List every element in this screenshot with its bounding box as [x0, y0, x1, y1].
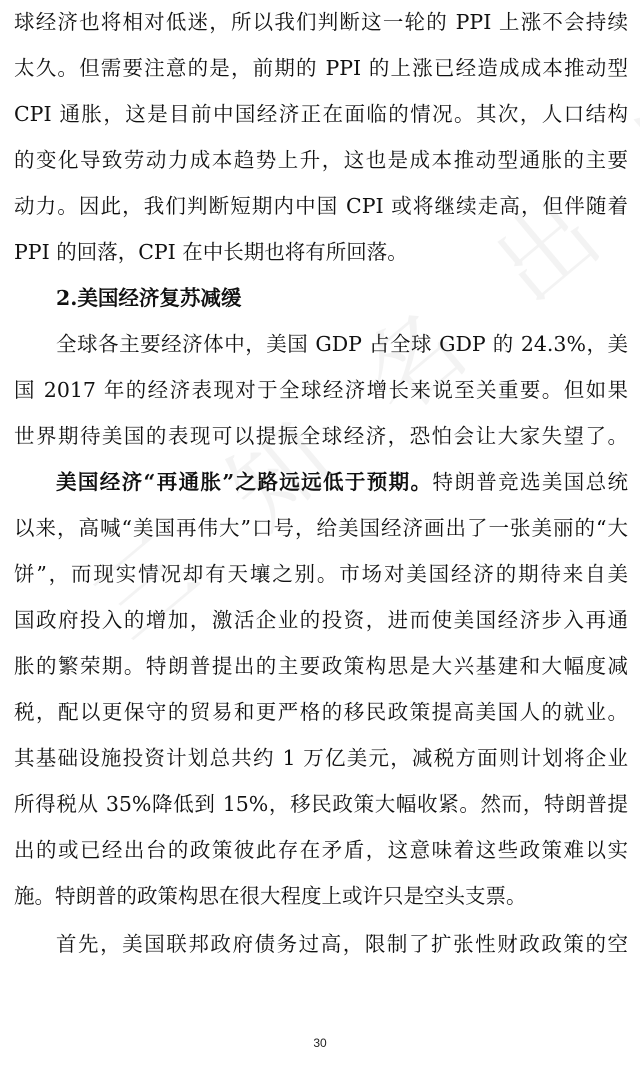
text-line: 球经济也将相对低迷，所以我们判断这一轮的 PPI 上涨不会持续 [14, 10, 628, 34]
text-line: 出的或已经出台的政策彼此存在矛盾，这意味着这些政策难以实 [14, 838, 628, 862]
text-line: 太久。但需要注意的是，前期的 PPI 的上涨已经造成成本推动型 [14, 56, 628, 80]
text-line: 世界期待美国的表现可以提振全球经济，恐怕会让大家失望了。 [14, 424, 628, 448]
text-line: 国政府投入的增加，激活企业的投资，进而使美国经济步入再通 [14, 608, 628, 632]
page-number: 30 [313, 1036, 327, 1050]
text-line: 税，配以更保守的贸易和更严格的移民政策提高美国人的就业。 [14, 700, 628, 724]
paragraph-first-line [56, 468, 628, 496]
bold-lead-sentence: 美国经济“再通胀”之路远远低于预期。 [56, 470, 433, 494]
text-line: 动力。因此，我们判断短期内中国 CPI 或将继续走高，但伴随着 [14, 194, 628, 218]
text-line: 所得税从 35%降低到 15%，移民政策大幅收紧。然而，特朗普提 [14, 792, 628, 816]
paragraph-first-line: 首先，美国联邦政府债务过高，限制了扩张性财政政策的空 [56, 932, 628, 956]
text-line: 饼”，而现实情况却有天壤之别。市场对美国经济的期待来自美 [14, 562, 628, 586]
text-line: 国 2017 年的经济表现对于全球经济增长来说至关重要。但如果 [14, 378, 628, 402]
text-line: CPI 通胀，这是目前中国经济正在面临的情况。其次，人口结构 [14, 102, 628, 126]
text-line: 其基础设施投资计划总共约 1 万亿美元，减税方面则计划将企业 [14, 746, 628, 770]
text-line: 的变化导致劳动力成本趋势上升，这也是成本推动型通胀的主要 [14, 148, 628, 172]
text-line: 施。特朗普的政策构思在很大程度上或许只是空头支票。 [14, 884, 527, 908]
lead-line-rest: 特朗普竞选美国总统 [432, 470, 629, 494]
text-line: 胀的繁荣期。特朗普提出的主要政策构思是大兴基建和大幅度减 [14, 654, 628, 678]
section-heading: 2.美国经济复苏减缓 [56, 286, 242, 310]
paragraph-first-line: 全球各主要经济体中，美国 GDP 占全球 GDP 的 24.3%，美 [56, 332, 628, 356]
text-line: PPI 的回落，CPI 在中长期也将有所回落。 [14, 240, 408, 264]
text-line: 以来，高喊“美国再伟大”口号，给美国经济画出了一张美丽的“大 [14, 516, 628, 540]
